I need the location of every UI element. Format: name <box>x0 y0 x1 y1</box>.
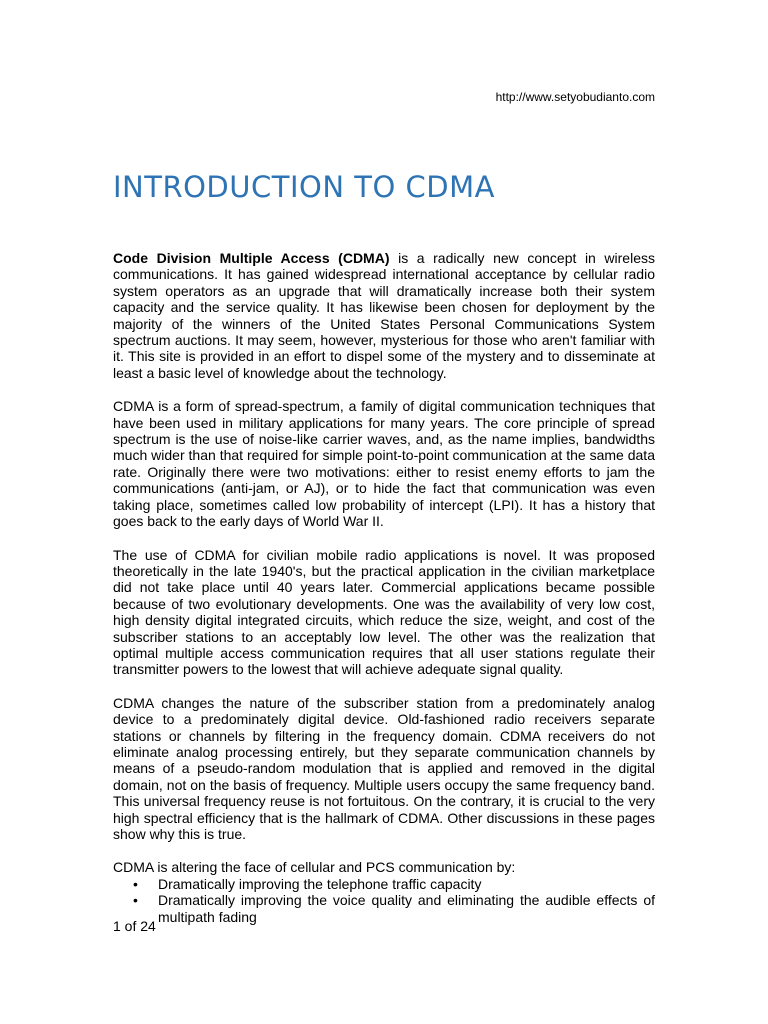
page-indicator: 1 of 24 <box>113 918 156 934</box>
bullet-icon: • <box>133 892 138 909</box>
paragraph-1-lead-bold: Code Division Multiple Access (CDMA) <box>113 250 390 266</box>
paragraph-4: CDMA changes the nature of the subscriber station from a predominately analog device to a predominately digital device. Old-fashioned radio receivers separate stations or channels by filtering in the frequency domain. CDMA receivers do not eliminate analog processing entirely, but they separate communication channels by means of a pseudo-random modulation that is applied and removed in the digital domain, not on the basis of frequency. Multiple users occupy the same frequency band. This universal frequency reuse is not fortuitous. On the contrary, it is crucial to the very high spectral efficiency that is the hallmark of CDMA. Other discussions in these pages show why this is true. <box>113 694 655 842</box>
paragraph-2: CDMA is a form of spread-spectrum, a family of digital communication techniques that have been used in military applications for many years. The core principle of spread spectrum is the use of noise-like carrier waves, and, as the name implies, bandwidths much wider than that required for simple point-to-point communication at the same data rate. Originally there were two motivations: either to resist enemy efforts to jam the communications (anti-jam, or AJ), or to hide the fact that communication was even taking place, sometimes called low probability of intercept (LPI). It has a history that goes back to the early days of World War II. <box>113 398 655 530</box>
list-item-text: Dramatically improving the voice quality and eliminating the audible effects of multipath fading <box>158 892 655 925</box>
document-body <box>113 250 655 925</box>
bullet-list <box>113 876 655 925</box>
paragraph-3: The use of CDMA for civilian mobile radio applications is novel. It was proposed theoretically in the late 1940's, but the practical application in the civilian marketplace did not take place until 40 years later. Commercial applications became possible because of two evolutionary developments. One was the availability of very low cost, high density digital integrated circuits, which reduce the size, weight, and cost of the subscriber stations to an acceptably low level. The other was the realization that optimal multiple access communication requires that all user stations regulate their transmitter powers to the lowest that will achieve adequate signal quality. <box>113 546 655 678</box>
bullet-icon: • <box>133 875 138 892</box>
list-item <box>113 892 655 925</box>
list-item-text: Dramatically improving the telephone traffic capacity <box>158 875 482 892</box>
list-item <box>113 876 655 892</box>
header-url[interactable]: http://www.setyobudianto.com <box>495 90 655 104</box>
paragraph-1 <box>113 250 655 381</box>
paragraph-5-lead: CDMA is altering the face of cellular and PCS communication by: <box>113 859 516 876</box>
page-title: INTRODUCTION TO CDMA <box>113 170 495 204</box>
paragraph-1-text: is a radically new concept in wireless communications. It has gained widespread international acceptance by cellular radio system operators as an upgrade that will dramatically increase both their system capacity and the service quality. It has likewise been chosen for deployment by the majority of the winners of the United States Personal Communications System spectrum auctions. It may seem, however, mysterious for those who aren't familiar with it. This site is provided in an effort to dispel some of the mystery and to disseminate at least a basic level of knowledge about the technology. <box>113 250 655 381</box>
